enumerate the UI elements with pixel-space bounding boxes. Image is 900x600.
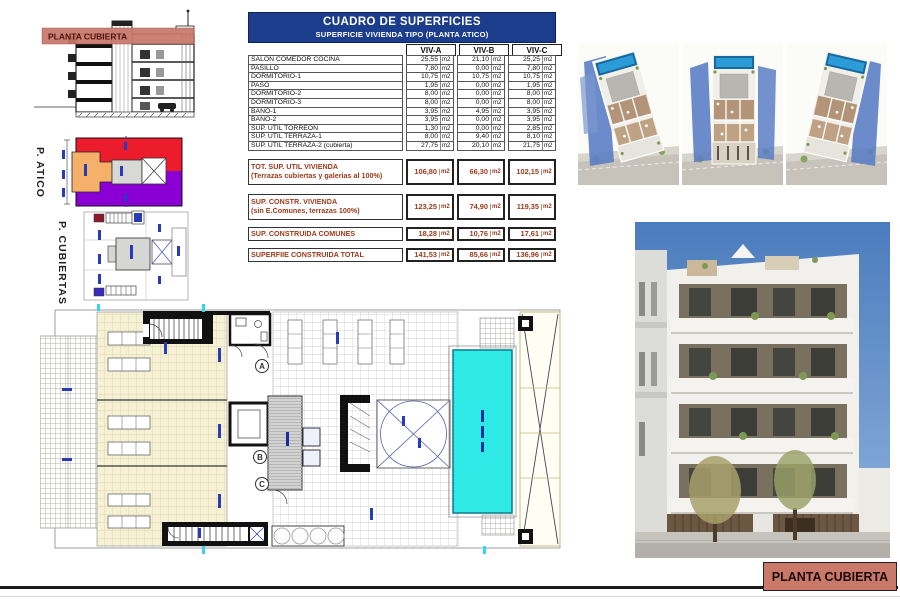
aerial-render-3 bbox=[786, 42, 887, 185]
aerial-render-2 bbox=[682, 42, 783, 185]
row-label: PASILLO bbox=[248, 64, 403, 74]
row-value-c: 21,75 m2 bbox=[508, 141, 556, 151]
key-plan-cubiertas-label: P. CUBIERTAS bbox=[56, 221, 68, 305]
stair-bottom bbox=[162, 522, 268, 546]
zone-a-marker: A bbox=[259, 362, 265, 371]
table-row bbox=[248, 141, 556, 151]
row-label: DORMITORIO-2 bbox=[248, 89, 403, 99]
elevation-band-label: PLANTA CUBIERTA bbox=[48, 31, 128, 42]
row-value-b: 0,00 m2 bbox=[457, 89, 505, 99]
row-value-c: 8,00 m2 bbox=[508, 89, 556, 99]
key-plan-atico bbox=[54, 136, 184, 208]
brace-strip bbox=[518, 312, 560, 546]
table-title: CUADRO DE SUPERFICIES bbox=[323, 16, 481, 28]
street bbox=[635, 540, 890, 558]
surface-table bbox=[248, 12, 556, 262]
aerial-render-1 bbox=[578, 42, 679, 185]
row-value-c: 8,00 m2 bbox=[508, 98, 556, 108]
row-value-a: 3,95 m2 bbox=[406, 115, 454, 125]
row-value-a: 1,30 m2 bbox=[406, 124, 454, 134]
row-value-a: 27,75 m2 bbox=[406, 141, 454, 151]
planter-circles bbox=[272, 526, 344, 546]
core-gray bbox=[112, 160, 142, 184]
facade-render bbox=[635, 222, 890, 558]
page-edge-line bbox=[0, 596, 900, 597]
row-value-c: 10,75 m2 bbox=[508, 72, 556, 82]
row-value-b: 0,00 m2 bbox=[457, 64, 505, 74]
sheet-title: PLANTA CUBIERTA bbox=[771, 569, 889, 584]
row-label: SUP. UTIL TERRAZA-1 bbox=[248, 132, 403, 142]
row-value-c: 7,80 m2 bbox=[508, 64, 556, 74]
zone-c-marker: C bbox=[259, 480, 265, 489]
pool bbox=[449, 346, 516, 517]
row-value-c: 8,10 m2 bbox=[508, 132, 556, 142]
stair-top bbox=[143, 314, 213, 344]
row-value-c: 1,95 m2 bbox=[508, 81, 556, 91]
row-label: PASO bbox=[248, 81, 403, 91]
table-header bbox=[248, 12, 556, 43]
row-label: SUP. UTIL TORREON bbox=[248, 124, 403, 134]
row-value-a: 8,00 m2 bbox=[406, 132, 454, 142]
section-elevation-drawing bbox=[30, 6, 238, 132]
planta-cubierta-band bbox=[42, 28, 194, 44]
col-viv-c: VIV-C bbox=[512, 44, 562, 56]
row-value-b: 0,00 m2 bbox=[457, 98, 505, 108]
row-label: SUP. UTIL TERRAZA-2 (cubierta) bbox=[248, 141, 403, 151]
row-value-a: 7,80 m2 bbox=[406, 64, 454, 74]
roof-plan bbox=[40, 298, 562, 560]
key-plan-atico-label: P. ATICO bbox=[34, 147, 46, 198]
row-value-a: 3,95 m2 bbox=[406, 107, 454, 117]
row-value-b: 0,00 m2 bbox=[457, 124, 505, 134]
table-subtitle: SUPERFICIE VIVIENDA TIPO (PLANTA ATICO) bbox=[315, 30, 489, 39]
row-value-a: 10,75 m2 bbox=[406, 72, 454, 82]
row-value-b: 0,00 m2 bbox=[457, 81, 505, 91]
row-label: DORMITORIO-1 bbox=[248, 72, 403, 82]
summary-row-total: SUPERFIIE CONSTRUIDA TOTAL 141,53 m2 85,66 m2 136,96 m2 bbox=[248, 248, 556, 262]
skylight-circle bbox=[377, 400, 450, 468]
key-plan-cubiertas bbox=[80, 210, 192, 304]
floor-band-3 bbox=[671, 404, 853, 454]
row-value-c: 3,95 m2 bbox=[508, 115, 556, 125]
row-label: BAÑO-1 bbox=[248, 107, 403, 117]
row-value-b: 10,75 m2 bbox=[457, 72, 505, 82]
row-label: SALON COMEDOR COCINA bbox=[248, 55, 403, 65]
sheet-title-box bbox=[763, 562, 897, 591]
table-body bbox=[248, 55, 556, 151]
row-value-a: 8,00 m2 bbox=[406, 89, 454, 99]
floor-band-2 bbox=[671, 344, 853, 394]
row-value-c: 2,85 m2 bbox=[508, 124, 556, 134]
row-value-a: 1,95 m2 bbox=[406, 81, 454, 91]
row-value-a: 8,00 m2 bbox=[406, 98, 454, 108]
summary-row-comunes: SUP. CONSTRUIDA COMUNES 18,28 m2 10,76 m2 17,61 m2 bbox=[248, 227, 556, 241]
summary-row-constr: SUP. CONSTR. VIVIENDA (sin E.Comunes, terrazas 100%) 123,25 m2 74,90 m2 119,35 m2 bbox=[248, 194, 556, 220]
row-value-b: 20,10 m2 bbox=[457, 141, 505, 151]
zone-b-marker: B bbox=[257, 453, 263, 462]
row-value-a: 25,55 m2 bbox=[406, 55, 454, 65]
summary-row-util: TOT. SUP. UTIL VIVIENDA (Terrazas cubiertas y galerias al 100%) 106,80 m2 66,30 m2 102,15 m2 bbox=[248, 159, 556, 185]
neighbor-left bbox=[635, 250, 667, 540]
row-value-b: 0,00 m2 bbox=[457, 115, 505, 125]
floor-band-1 bbox=[671, 284, 853, 334]
row-value-b: 4,95 m2 bbox=[457, 107, 505, 117]
col-viv-a: VIV-A bbox=[406, 44, 456, 56]
private-terraces bbox=[97, 312, 227, 546]
row-value-c: 3,95 m2 bbox=[508, 107, 556, 117]
pergola-hatch-left bbox=[40, 336, 97, 528]
row-label: BAÑO-2 bbox=[248, 115, 403, 125]
aerial-render-strip bbox=[578, 42, 889, 185]
row-value-c: 25,25 m2 bbox=[508, 55, 556, 65]
row-label: DORMITORIO-3 bbox=[248, 98, 403, 108]
row-value-b: 21,10 m2 bbox=[457, 55, 505, 65]
col-viv-b: VIV-B bbox=[459, 44, 509, 56]
row-value-b: 9,40 m2 bbox=[457, 132, 505, 142]
